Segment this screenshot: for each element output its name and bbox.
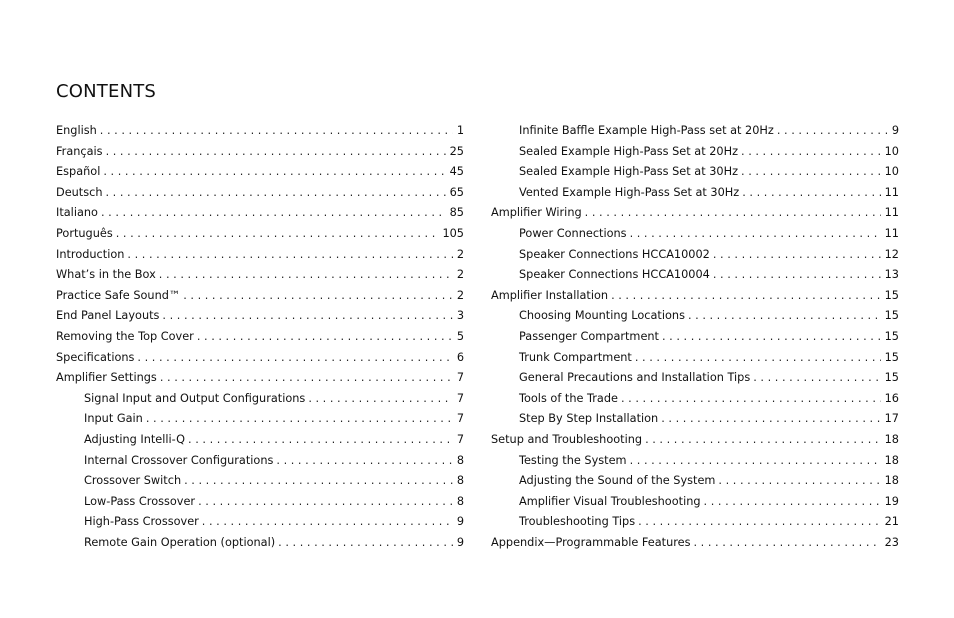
toc-entry-title: Infinite Baffle Example High-Pass set at 20Hz (519, 124, 774, 137)
toc-entry-title: Vented Example High-Pass Set at 30Hz (519, 185, 740, 199)
toc-page-number: 12 (884, 247, 899, 261)
toc-page-number: 13 (884, 268, 899, 282)
toc-page-number: 10 (884, 165, 899, 179)
toc-page-number: 8 (456, 494, 464, 508)
toc-page-number: 19 (884, 494, 899, 508)
toc-entry[interactable] (56, 245, 464, 266)
toc-dot-leader (124, 245, 452, 266)
toc-entry-title: Input Gain (84, 412, 143, 426)
toc-subentry[interactable] (56, 430, 464, 451)
toc-dot-leader (632, 348, 881, 369)
toc-dot-leader (159, 306, 452, 327)
toc-subentry[interactable] (56, 512, 464, 533)
toc-page-number: 5 (456, 329, 464, 343)
toc-subentry[interactable] (491, 183, 899, 204)
toc-entry[interactable] (491, 430, 899, 451)
toc-subentry[interactable] (491, 512, 899, 533)
toc-page-number: 2 (456, 288, 464, 302)
toc-entry[interactable] (56, 121, 464, 142)
toc-subentry[interactable] (491, 224, 899, 245)
toc-page-number: 8 (456, 453, 464, 467)
toc-entry-title: Specifications (56, 350, 135, 364)
toc-subentry[interactable] (491, 121, 899, 142)
toc-subentry[interactable] (491, 389, 899, 410)
toc-entry-title: Español (56, 165, 101, 179)
toc-dot-leader (185, 430, 453, 451)
toc-dot-leader (582, 203, 881, 224)
toc-dot-leader (199, 512, 453, 533)
toc-entry-title: Practice Safe Sound™ (56, 288, 181, 302)
toc-entry-title: Italiano (56, 206, 98, 220)
toc-page-number: 11 (884, 206, 899, 220)
toc-page-number: 16 (884, 391, 899, 405)
toc-subentry[interactable] (491, 348, 899, 369)
toc-dot-leader (739, 183, 880, 204)
toc-entry-title: Introduction (56, 247, 125, 261)
toc-entry-title: Internal Crossover Configurations (84, 453, 274, 467)
toc-dot-leader (738, 162, 881, 183)
toc-page-number: 17 (884, 412, 899, 426)
toc-entry-title: Power Connections (519, 226, 627, 240)
toc-entry-title: Trunk Compartment (519, 350, 632, 364)
toc-entry[interactable] (491, 203, 899, 224)
page-title: CONTENTS (56, 81, 157, 102)
toc-page-number: 15 (884, 371, 899, 385)
toc-page-number: 15 (884, 350, 899, 364)
toc-entry-title: Choosing Mounting Locations (519, 309, 685, 323)
toc-dot-leader (194, 327, 453, 348)
toc-page-number: 7 (456, 432, 464, 446)
toc-page-number: 3 (456, 309, 464, 323)
toc-page-number: 85 (449, 206, 464, 220)
toc-page-number: 9 (891, 124, 899, 137)
toc-dot-leader (275, 533, 453, 554)
toc-entry-title: General Precautions and Installation Tips (519, 371, 751, 385)
toc-subentry[interactable] (491, 245, 899, 266)
toc-dot-leader (113, 224, 439, 245)
toc-entry-title: Amplifier Visual Troubleshooting (519, 494, 701, 508)
toc-page-number: 11 (884, 185, 899, 199)
toc-dot-leader (750, 368, 880, 389)
toc-dot-leader (701, 492, 881, 513)
toc-dot-leader (98, 203, 446, 224)
toc-page-number: 7 (456, 391, 464, 405)
toc-entry[interactable] (56, 162, 464, 183)
toc-page-number: 6 (456, 350, 464, 364)
toc-dot-leader (103, 183, 446, 204)
toc-page-number: 2 (456, 247, 464, 261)
toc-page-number: 15 (884, 309, 899, 323)
toc-page-number: 10 (884, 144, 899, 158)
toc-entry-title: Setup and Troubleshooting (491, 432, 643, 446)
toc-page-number: 18 (884, 453, 899, 467)
toc-page-number: 21 (884, 515, 899, 529)
toc-subentry[interactable] (491, 162, 899, 183)
toc-dot-leader (100, 162, 445, 183)
toc-page-number: 8 (456, 474, 464, 488)
toc-entry[interactable] (56, 306, 464, 327)
toc-page-number: 25 (449, 144, 464, 158)
toc-page-number: 15 (884, 288, 899, 302)
toc-entry[interactable] (491, 286, 899, 307)
toc-dot-leader (691, 533, 881, 554)
toc-entry[interactable] (56, 142, 464, 163)
toc-entry-title: Sealed Example High-Pass Set at 20Hz (519, 144, 739, 158)
toc-entry-title: Remote Gain Operation (optional) (84, 535, 276, 549)
toc-subentry[interactable] (491, 327, 899, 348)
toc-entry-title: Amplifier Settings (56, 371, 157, 385)
toc-entry[interactable] (56, 286, 464, 307)
toc-subentry[interactable] (491, 368, 899, 389)
toc-entry-title: High-Pass Crossover (84, 515, 199, 529)
toc-subentry[interactable] (56, 471, 464, 492)
toc-page-number: 23 (884, 535, 899, 549)
toc-entry-title: Amplifier Installation (491, 288, 609, 302)
toc-entry-title: Português (56, 226, 113, 240)
toc-entry[interactable] (56, 203, 464, 224)
toc-subentry[interactable] (56, 389, 464, 410)
toc-subentry[interactable] (491, 492, 899, 513)
toc-page-number: 7 (456, 412, 464, 426)
toc-entry-title: What’s in the Box (56, 268, 156, 282)
toc-entry[interactable] (56, 368, 464, 389)
toc-subentry[interactable] (491, 142, 899, 163)
toc-entry[interactable] (56, 224, 464, 245)
toc-entry-title: Sealed Example High-Pass Set at 30Hz (519, 165, 739, 179)
toc-entry-title: Adjusting Intelli-Q (84, 432, 186, 446)
toc-dot-leader (710, 245, 881, 266)
toc-dot-leader (658, 409, 880, 430)
toc-entry-title: Low-Pass Crossover (84, 494, 196, 508)
toc-dot-leader (195, 492, 453, 513)
toc-page-number: 1 (456, 124, 464, 137)
toc-entry-title: Français (56, 144, 103, 158)
toc-page-number: 18 (884, 432, 899, 446)
toc-dot-leader (710, 265, 881, 286)
toc-entry-title: Tools of the Trade (519, 391, 618, 405)
toc-subentry[interactable] (491, 265, 899, 286)
toc-dot-leader (774, 121, 888, 142)
toc-entry-title: Deutsch (56, 185, 103, 199)
toc-entry-title: Signal Input and Output Configurations (84, 391, 306, 405)
toc-dot-leader (715, 471, 880, 492)
toc-page-number: 15 (884, 329, 899, 343)
toc-entry-title: English (56, 124, 97, 137)
toc-page-number: 45 (449, 165, 464, 179)
toc-entry-title: Removing the Top Cover (56, 329, 194, 343)
toc-dot-leader (627, 451, 881, 472)
toc-entry-title: Passenger Compartment (519, 329, 659, 343)
toc-right-column (491, 121, 899, 553)
toc-subentry[interactable] (56, 409, 464, 430)
toc-dot-leader (608, 286, 881, 307)
toc-page-number: 105 (442, 226, 464, 240)
toc-dot-leader (635, 512, 881, 533)
toc-entry-title: Testing the System (519, 453, 627, 467)
toc-dot-leader (157, 368, 453, 389)
toc-entry-title: Step By Step Installation (519, 412, 659, 426)
toc-subentry[interactable] (491, 451, 899, 472)
toc-dot-leader (103, 142, 446, 163)
toc-subentry[interactable] (491, 409, 899, 430)
toc-page-number: 11 (884, 226, 899, 240)
toc-subentry[interactable] (56, 533, 464, 554)
toc-subentry[interactable] (491, 471, 899, 492)
toc-dot-leader (143, 409, 453, 430)
toc-dot-leader (181, 471, 453, 492)
toc-dot-leader (180, 286, 453, 307)
toc-dot-leader (738, 142, 881, 163)
toc-entry[interactable] (56, 183, 464, 204)
toc-dot-leader (305, 389, 453, 410)
toc-entry-title: Troubleshooting Tips (519, 515, 636, 529)
toc-subentry[interactable] (56, 451, 464, 472)
toc-dot-leader (156, 265, 453, 286)
toc-entry-title: Appendix—Programmable Features (491, 535, 691, 549)
toc-page-number: 2 (456, 268, 464, 282)
toc-dot-leader (273, 451, 452, 472)
toc-entry-title: Adjusting the Sound of the System (519, 474, 716, 488)
toc-dot-leader (97, 121, 453, 142)
toc-dot-leader (685, 306, 881, 327)
toc-entry-title: Speaker Connections HCCA10002 (519, 247, 710, 261)
toc-page-number: 7 (456, 371, 464, 385)
toc-dot-leader (618, 389, 881, 410)
toc-dot-leader (134, 348, 452, 369)
toc-page-number: 9 (456, 535, 464, 549)
toc-subentry[interactable] (56, 492, 464, 513)
toc-entry-title: End Panel Layouts (56, 309, 160, 323)
toc-entry[interactable] (56, 327, 464, 348)
toc-entry-title: Speaker Connections HCCA10004 (519, 268, 710, 282)
toc-dot-leader (627, 224, 881, 245)
toc-dot-leader (659, 327, 881, 348)
toc-page-number: 18 (884, 474, 899, 488)
toc-entry[interactable] (56, 265, 464, 286)
toc-page-number: 65 (449, 185, 464, 199)
toc-left-column (56, 121, 464, 553)
toc-entry-title: Amplifier Wiring (491, 206, 582, 220)
toc-entry[interactable] (491, 533, 899, 554)
toc-dot-leader (642, 430, 881, 451)
toc-entry-title: Crossover Switch (84, 474, 182, 488)
toc-page-number: 9 (456, 515, 464, 529)
toc-subentry[interactable] (491, 306, 899, 327)
toc-entry[interactable] (56, 348, 464, 369)
